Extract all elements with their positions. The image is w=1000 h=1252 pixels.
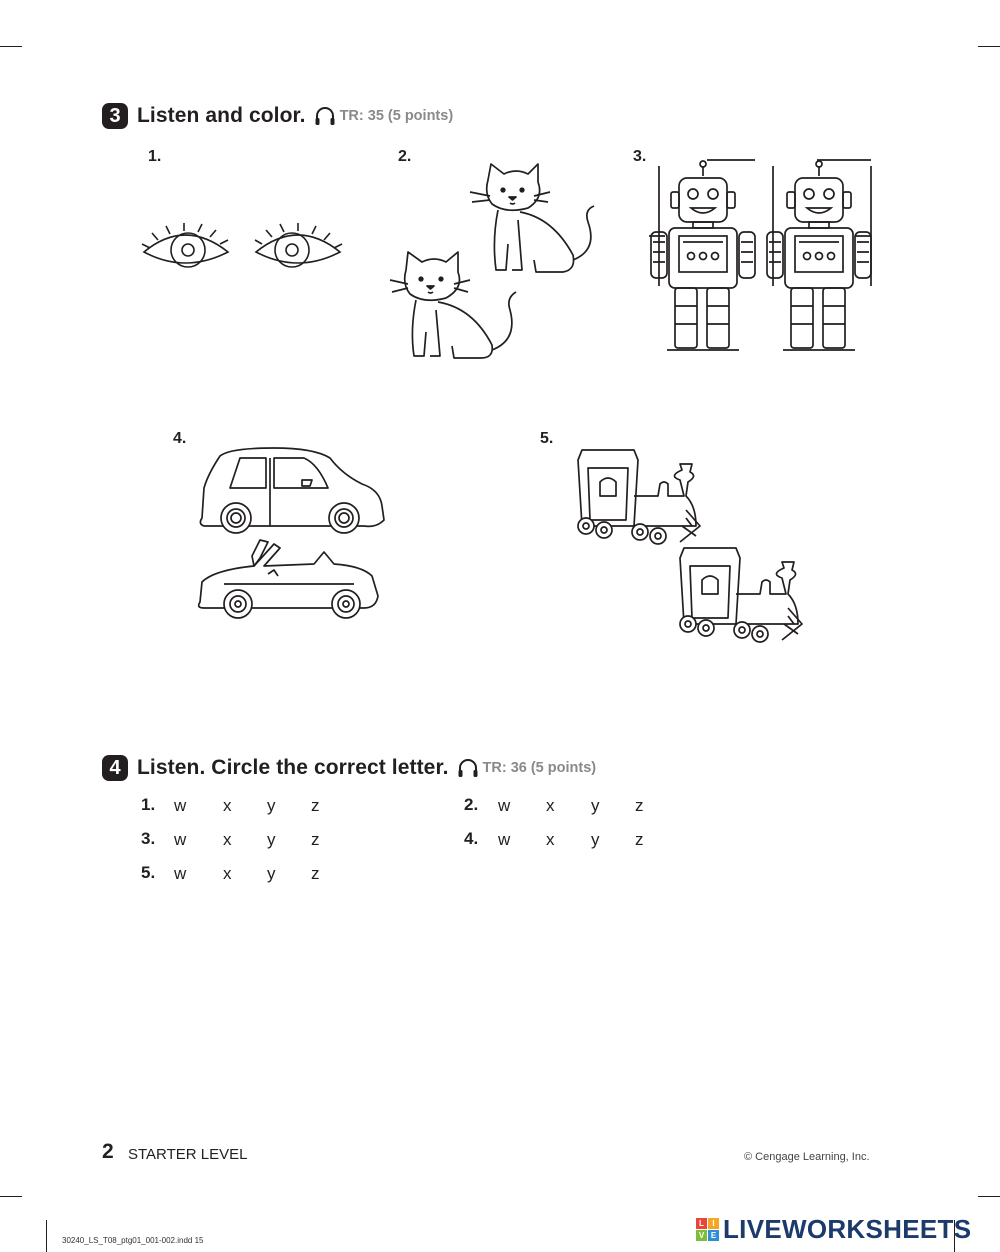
letter-option[interactable]: z <box>311 830 320 849</box>
level-label: STARTER LEVEL <box>128 1146 248 1163</box>
letter-option[interactable]: x <box>223 796 232 815</box>
letter-option[interactable]: x <box>546 796 555 815</box>
crop-mark <box>978 46 1000 47</box>
section-number-badge: 4 <box>102 755 128 781</box>
section-4-header <box>102 754 596 782</box>
letter-option[interactable]: z <box>311 796 320 815</box>
item-number: 2. <box>398 148 412 165</box>
letter-option[interactable]: w <box>498 796 511 815</box>
crop-mark <box>0 1196 22 1197</box>
cars-illustration[interactable] <box>194 444 389 629</box>
letter-option[interactable]: y <box>267 864 276 883</box>
question-number: 5. <box>141 863 156 882</box>
cats-illustration[interactable] <box>388 160 603 365</box>
logo-block: V <box>696 1230 707 1241</box>
question-number: 3. <box>141 829 156 848</box>
section-instruction: Listen and color. <box>137 104 306 127</box>
letter-option[interactable]: z <box>311 864 320 883</box>
letter-option[interactable]: w <box>498 830 511 849</box>
section-instruction: Listen. Circle the correct letter. <box>137 756 449 779</box>
letter-option[interactable]: y <box>591 830 600 849</box>
logo-block: E <box>708 1230 719 1241</box>
crop-mark <box>978 1196 1000 1197</box>
letter-option[interactable]: z <box>635 796 644 815</box>
letter-option[interactable]: y <box>267 796 276 815</box>
letter-option[interactable]: y <box>591 796 600 815</box>
letter-option[interactable]: y <box>267 830 276 849</box>
letter-option[interactable]: x <box>223 830 232 849</box>
item-number: 3. <box>633 148 647 165</box>
crop-mark <box>0 46 22 47</box>
track-label: TR: 36 (5 points) <box>482 760 597 776</box>
logo-block: L <box>696 1218 707 1229</box>
logo-block: I <box>708 1218 719 1229</box>
logo-text: LIVEWORKSHEETS <box>723 1214 972 1244</box>
crop-mark <box>46 1220 47 1252</box>
question-number: 1. <box>141 795 156 814</box>
letter-option[interactable]: w <box>174 830 187 849</box>
eyes-illustration[interactable] <box>140 218 345 278</box>
headphones-icon <box>314 106 336 126</box>
trains-illustration[interactable] <box>568 446 808 656</box>
question-number: 4. <box>464 829 479 848</box>
item-number: 1. <box>148 148 162 165</box>
item-number: 5. <box>540 430 554 447</box>
letter-option[interactable]: x <box>223 864 232 883</box>
robots-illustration[interactable] <box>645 156 875 356</box>
section-3-header <box>102 102 453 130</box>
letter-option[interactable]: z <box>635 830 644 849</box>
headphones-icon <box>457 758 479 778</box>
page-number: 2 <box>102 1140 114 1163</box>
letter-option[interactable]: w <box>174 796 187 815</box>
question-number: 2. <box>464 795 479 814</box>
liveworksheets-logo <box>696 1214 971 1245</box>
letter-option[interactable]: w <box>174 864 187 883</box>
copyright-notice: © Cengage Learning, Inc. <box>744 1151 870 1163</box>
section-number-badge: 3 <box>102 103 128 129</box>
track-label: TR: 35 (5 points) <box>339 108 454 124</box>
file-slug: 30240_LS_T08_ptg01_001-002.indd 15 <box>62 1236 204 1245</box>
item-number: 4. <box>173 430 187 447</box>
letter-option[interactable]: x <box>546 830 555 849</box>
logo-blocks-icon <box>696 1218 719 1241</box>
